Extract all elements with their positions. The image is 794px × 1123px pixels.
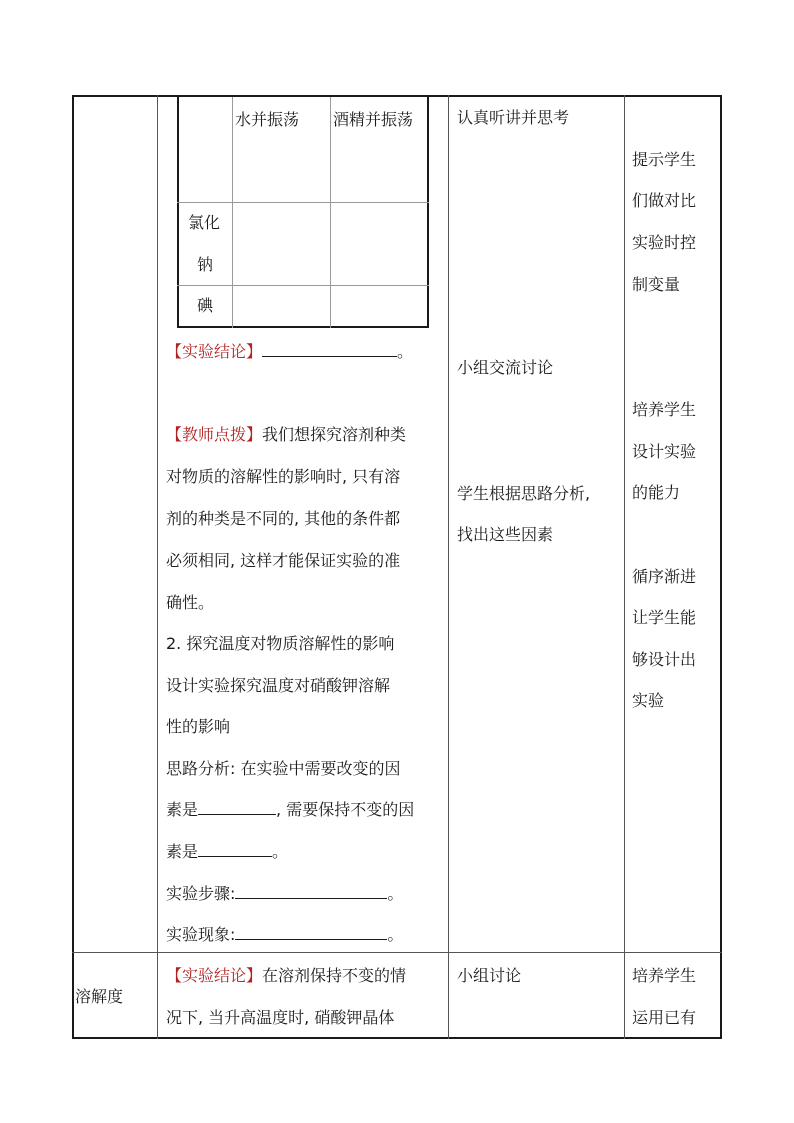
design-line2: 性的影响 bbox=[166, 717, 231, 736]
inner-table bbox=[177, 97, 429, 328]
teacher-tip-line3: 剂的种类是不同的, 其他的条件都 bbox=[166, 509, 401, 528]
intent-c2: 让学生能 bbox=[632, 608, 697, 627]
inner-row-divider-1 bbox=[177, 202, 429, 203]
analysis-line1: 思路分析: 在实验中需要改变的因 bbox=[166, 759, 401, 778]
outer-border-right bbox=[720, 95, 722, 1039]
inner-border-bottom bbox=[177, 326, 429, 328]
col-divider-1 bbox=[157, 95, 158, 1039]
conclusion-2-line1: 【实验结论】在溶剂保持不变的情 bbox=[166, 966, 407, 985]
teacher-tip-line2: 对物质的溶解性的影响时, 只有溶 bbox=[166, 467, 401, 486]
row-sodium-chloride-line2: 钠 bbox=[197, 255, 214, 274]
inner-border-left bbox=[177, 97, 179, 328]
row-iodine: 碘 bbox=[197, 296, 214, 315]
inner-col-divider-2 bbox=[330, 97, 331, 328]
phenomenon-line: 实验现象: 。 bbox=[166, 925, 404, 944]
steps-blank[interactable] bbox=[235, 884, 387, 899]
intent-a2: 们做对比 bbox=[632, 191, 697, 210]
design-line1: 设计实验探究温度对硝酸钾溶解 bbox=[166, 676, 391, 695]
col-divider-3 bbox=[624, 95, 625, 1039]
changing-factor-blank[interactable] bbox=[198, 800, 276, 815]
intent-a4: 制变量 bbox=[632, 275, 681, 294]
intent-b1: 培养学生 bbox=[632, 400, 697, 419]
conclusion-2-label: 【实验结论】 bbox=[166, 966, 263, 985]
intent-d2: 运用已有 bbox=[632, 1008, 697, 1027]
teacher-tip-label: 【教师点拨】 bbox=[166, 425, 263, 444]
conclusion-1-label: 【实验结论】 bbox=[166, 342, 263, 361]
teacher-tip-line5: 确性。 bbox=[166, 593, 215, 612]
analysis-line2: 素是 , 需要保持不变的因 bbox=[166, 800, 415, 819]
inner-border-right bbox=[427, 97, 429, 328]
header-alcohol: 酒精并振荡 bbox=[333, 110, 414, 129]
inner-col-divider-1 bbox=[232, 97, 233, 328]
conclusion-1-blank[interactable] bbox=[262, 342, 397, 357]
steps-line: 实验步骤: 。 bbox=[166, 884, 404, 903]
inner-row-divider-2 bbox=[177, 285, 429, 286]
row-divider bbox=[72, 952, 722, 953]
student-activity-3a: 学生根据思路分析, bbox=[457, 484, 591, 503]
intent-c1: 循序渐进 bbox=[632, 567, 697, 586]
intent-d1: 培养学生 bbox=[632, 966, 697, 985]
student-activity-2: 小组交流讨论 bbox=[457, 358, 554, 377]
teacher-tip-line4: 必须相同, 这样才能保证实验的准 bbox=[166, 551, 401, 570]
student-activity-1: 认真听讲并思考 bbox=[457, 108, 570, 127]
section-title-solubility: 溶解度 bbox=[75, 987, 124, 1006]
conclusion-2-line2: 况下, 当升高温度时, 硝酸钾晶体 bbox=[166, 1008, 395, 1027]
intent-c4: 实验 bbox=[632, 691, 665, 710]
student-activity-3b: 找出这些因素 bbox=[457, 525, 554, 544]
phenomenon-blank[interactable] bbox=[235, 925, 387, 940]
constant-factor-blank[interactable] bbox=[198, 842, 272, 857]
outer-border-left bbox=[72, 95, 74, 1039]
col-divider-2 bbox=[448, 95, 449, 1039]
conclusion-1: 【实验结论】 。 bbox=[166, 342, 414, 361]
teacher-tip-line1: 【教师点拨】我们想探究溶剂种类 bbox=[166, 425, 407, 444]
analysis-line3: 素是 。 bbox=[166, 842, 289, 861]
header-water: 水并振荡 bbox=[235, 110, 300, 129]
intent-b2: 设计实验 bbox=[632, 442, 697, 461]
intent-b3: 的能力 bbox=[632, 483, 681, 502]
intent-a1: 提示学生 bbox=[632, 150, 697, 169]
intent-a3: 实验时控 bbox=[632, 233, 697, 252]
student-activity-4: 小组讨论 bbox=[457, 966, 522, 985]
section-2-title: 2. 探究温度对物质溶解性的影响 bbox=[166, 634, 395, 653]
intent-c3: 够设计出 bbox=[632, 650, 697, 669]
row-sodium-chloride-line1: 氯化 bbox=[188, 213, 221, 232]
